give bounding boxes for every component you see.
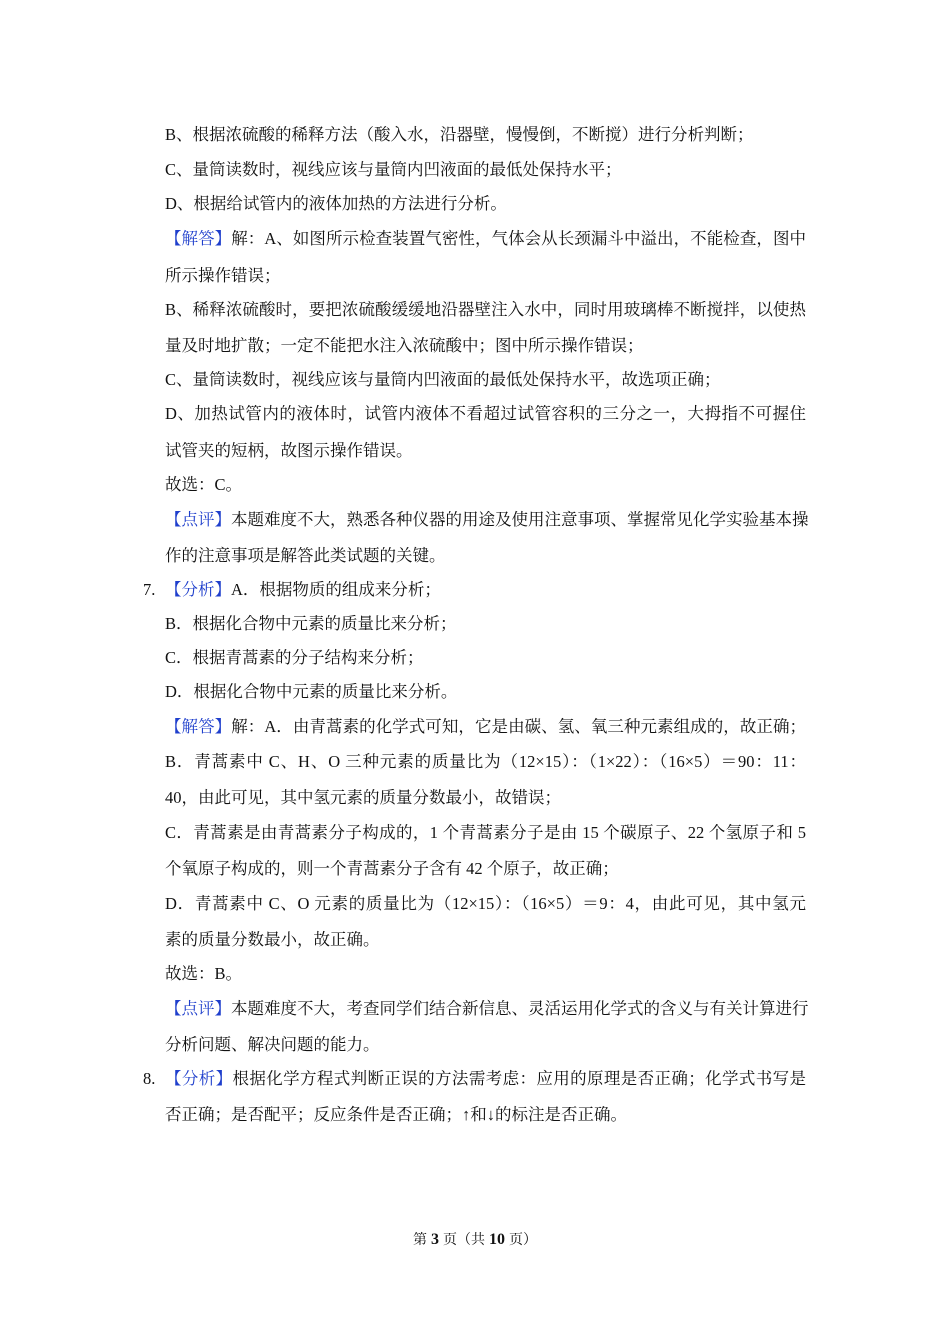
question-number-7: 7. bbox=[143, 580, 156, 599]
q6-answer-line-3: B、稀释浓硫酸时，要把浓硫酸缓缓地沿器壁注入水中，同时用玻璃棒不断搅拌，以使热 bbox=[165, 300, 806, 319]
page-footer bbox=[0, 1229, 950, 1251]
question-number-8: 8. bbox=[143, 1069, 156, 1088]
q7-answer-line-2: B．青蒿素中 C、H、O 三种元素的质量比为（12×15）：（1×22）：（16×5）＝90：11： bbox=[165, 752, 806, 771]
q6-answer-line-5: C、量筒读数时，视线应该与量筒内凹液面的最低处保持水平，故选项正确； bbox=[165, 370, 721, 389]
q7-comment-line-2: 分析问题、解决问题的能力。 bbox=[165, 1035, 380, 1054]
q7-answer-line-1 bbox=[165, 716, 806, 738]
answer-tag: 【解答】 bbox=[165, 717, 232, 736]
q6-answer-line-6: D、加热试管内的液体时，试管内液体不看超过试管容积的三分之一，大拇指不可握住 bbox=[165, 404, 806, 423]
q7-analysis-c: C．根据青蒿素的分子结构来分析； bbox=[165, 648, 424, 667]
q7-answer-line-3: 40，由此可见，其中氢元素的质量分数最小，故错误； bbox=[165, 788, 561, 807]
analysis-text: A．根据物质的组成来分析； bbox=[231, 580, 441, 599]
q6-analysis-b: B、根据浓硫酸的稀释方法（酸入水，沿器壁，慢慢倒，不断搅）进行分析判断； bbox=[165, 125, 754, 144]
q7-answer-line-7: 素的质量分数最小，故正确。 bbox=[165, 930, 380, 949]
q7-analysis-d: D．根据化合物中元素的质量比来分析。 bbox=[165, 682, 458, 701]
q6-analysis-d: D、根据给试管内的液体加热的方法进行分析。 bbox=[165, 194, 507, 213]
q7-answer-line-5: 个氧原子构成的，则一个青蒿素分子含有 42 个原子，故正确； bbox=[165, 859, 619, 878]
comment-tag: 【点评】 bbox=[165, 999, 231, 1018]
answer-text: 解：A．由青蒿素的化学式可知，它是由碳、氢、氧三种元素组成的，故正确； bbox=[231, 717, 806, 736]
q6-answer-line-2: 所示操作错误； bbox=[165, 266, 281, 285]
analysis-tag: 【分析】 bbox=[165, 1069, 233, 1088]
analysis-tag: 【分析】 bbox=[165, 580, 231, 599]
q7-answer-line-4: C．青蒿素是由青蒿素分子构成的，1 个青蒿素分子是由 15 个碳原子、22 个氢原子和 5 bbox=[165, 823, 806, 842]
q7-analysis-a bbox=[165, 579, 441, 601]
footer-suffix: 页） bbox=[509, 1233, 537, 1248]
q8-analysis-line-2: 否正确；是否配平；反应条件是否正确；↑和↓的标注是否正确。 bbox=[165, 1105, 627, 1124]
q6-choice: 故选：C。 bbox=[165, 475, 243, 494]
q8-analysis-line-1 bbox=[165, 1068, 806, 1090]
answer-text: 解：A、如图所示检查装置气密性，气体会从长颈漏斗中溢出，不能检查，图中 bbox=[231, 229, 806, 248]
q6-answer-line-7: 试管夹的短柄，故图示操作错误。 bbox=[165, 441, 413, 460]
q6-comment-line-1 bbox=[165, 509, 809, 531]
q7-comment-line-1 bbox=[165, 998, 809, 1020]
q6-analysis-c: C、量筒读数时，视线应该与量筒内凹液面的最低处保持水平； bbox=[165, 160, 622, 179]
q6-answer-line-4: 量及时地扩散；一定不能把水注入浓硫酸中；图中所示操作错误； bbox=[165, 336, 644, 355]
q6-answer-line-1 bbox=[165, 228, 806, 250]
q7-choice: 故选：B。 bbox=[165, 964, 243, 983]
footer-middle: 页（共 bbox=[443, 1233, 485, 1248]
comment-text: 本题难度不大，考查同学们结合新信息、灵活运用化学式的含义与有关计算进行 bbox=[231, 999, 809, 1018]
footer-prefix: 第 bbox=[413, 1233, 427, 1248]
q7-answer-line-6: D．青蒿素中 C、O 元素的质量比为（12×15）：（16×5）＝9：4，由此可见，其中氢元 bbox=[165, 894, 806, 913]
footer-total-pages: 10 bbox=[489, 1231, 505, 1248]
analysis-text: 根据化学方程式判断正误的方法需考虑：应用的原理是否正确；化学式书写是 bbox=[232, 1069, 807, 1088]
comment-tag: 【点评】 bbox=[165, 510, 231, 529]
comment-text: 本题难度不大，熟悉各种仪器的用途及使用注意事项、掌握常见化学实验基本操 bbox=[231, 510, 809, 529]
q7-analysis-b: B．根据化合物中元素的质量比来分析； bbox=[165, 614, 457, 633]
q6-comment-line-2: 作的注意事项是解答此类试题的关键。 bbox=[165, 546, 446, 565]
footer-page-number: 3 bbox=[431, 1231, 439, 1248]
answer-tag: 【解答】 bbox=[165, 229, 232, 248]
